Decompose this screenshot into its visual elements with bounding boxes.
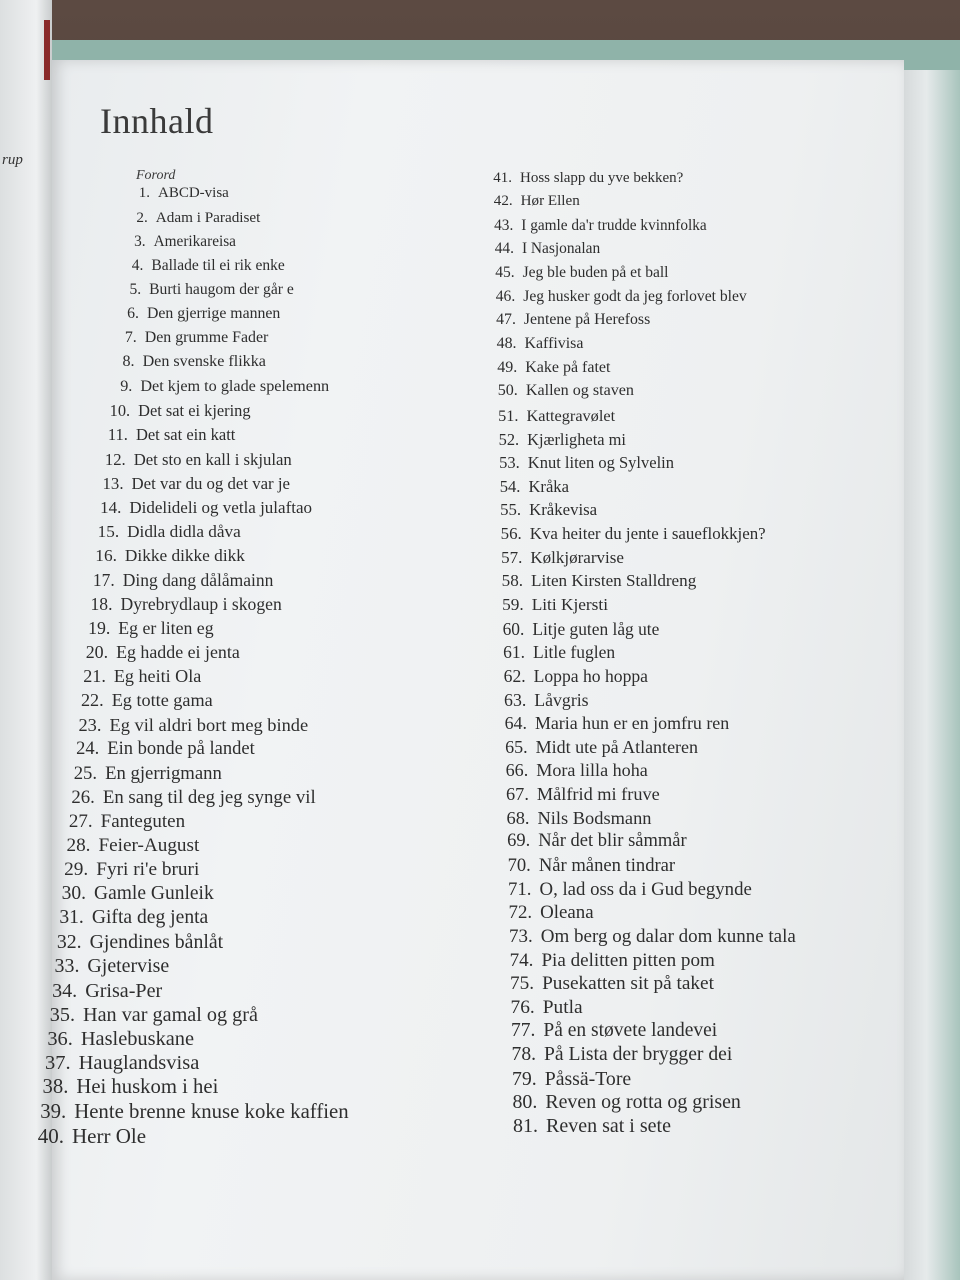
toc-entry-title: Pusekatten sit på taket [542, 973, 714, 995]
toc-entry-title: Reven og rotta og grisen [545, 1091, 741, 1114]
toc-entry [108, 329, 268, 347]
toc-entry-number: 17. [92, 569, 115, 590]
toc-entry-title: Når det blir såmmår [538, 831, 687, 852]
toc-entry-number: 31. [59, 907, 84, 929]
toc-entry [41, 980, 162, 1003]
toc-entry-title: Kattegravølet [526, 405, 616, 425]
toc-entry-number: 80. [512, 1091, 538, 1114]
toc-entry-number: 29. [64, 859, 89, 881]
toc-entry-title: Pia delitten pitten pom [541, 949, 715, 971]
toc-entry-title: Eg vil aldri bort meg binde [109, 714, 309, 735]
toc-entry-title: I gamle da'r trudde kvinnfolka [521, 216, 707, 234]
toc-entry-number: 65. [505, 736, 528, 757]
toc-entry [501, 1068, 631, 1091]
toc-entry-title: Didelideli og vetla julaftao [129, 497, 313, 517]
toc-entry-title: Mora lilla hoha [536, 760, 648, 781]
toc-entry-title: Kråka [528, 476, 569, 496]
toc-entry [495, 737, 698, 758]
toc-entry [58, 811, 185, 833]
toc-entry [486, 240, 600, 258]
toc-entry-title: Dyrebrydlaup i skogen [120, 594, 282, 615]
toc-entry-title: Kva heiter du jente i saueflokkjen? [529, 524, 766, 544]
toc-entry [488, 335, 583, 353]
toc-entry [497, 855, 675, 877]
toc-entry-number: 12. [104, 449, 126, 469]
toc-entry-number: 76. [510, 996, 535, 1018]
toc-entry-title: I Nasjonalan [521, 240, 601, 258]
toc-entry [490, 453, 674, 473]
toc-entry-title: En gjerrigmann [105, 762, 222, 784]
toc-entry-title: Det sat ei kjering [138, 401, 251, 421]
toc-entry-title: Amerikareisa [153, 232, 236, 250]
toc-entry [496, 760, 648, 781]
toc-entry [56, 835, 199, 857]
toc-entry-number: 70. [507, 854, 531, 876]
toc-entry [494, 642, 616, 663]
toc-entry-title: På en støvete landevei [543, 1020, 718, 1042]
toc-entry-title: Den grumme Fader [144, 329, 269, 347]
toc-entry-title: På Lista der brygger dei [544, 1044, 733, 1066]
toc-entry-number: 66. [505, 760, 529, 781]
toc-entry [491, 524, 765, 544]
toc-entry-number: 25. [73, 762, 98, 784]
toc-entry-title: O, lad oss da i Gud begynde [539, 878, 752, 900]
toc-entry-title: Den svenske flikka [142, 353, 266, 371]
toc-entry-title: Litje guten låg ute [532, 618, 660, 639]
toc-entry-title: Grisa-Per [85, 979, 163, 1002]
toc-entry-number: 13. [102, 473, 124, 493]
toc-entry-number: 33. [54, 955, 80, 978]
toc-entry-number: 55. [500, 500, 522, 520]
toc-entry-title: Gjendines bånlåt [89, 931, 224, 954]
toc-entry-number: 49. [497, 358, 518, 376]
toc-entry-number: 58. [501, 571, 524, 591]
toc-entry-title: Kake på fatet [525, 358, 611, 376]
toc-entry [500, 1020, 717, 1042]
toc-entry [488, 359, 610, 377]
toc-entry [496, 808, 651, 829]
toc-entry-number: 78. [511, 1044, 537, 1066]
toc-entry [36, 1028, 194, 1051]
toc-entry [499, 950, 715, 972]
toc-entry-number: 40. [37, 1124, 64, 1149]
toc-entry-title: Knut liten og Sylvelin [527, 453, 674, 473]
toc-entry [487, 264, 669, 282]
toc-entry-number: 61. [503, 642, 525, 663]
toc-entry-title: Kaffivisa [524, 334, 584, 352]
toc-entry [116, 257, 285, 275]
toc-entry [93, 474, 290, 494]
toc-entry-title: Loppa ho hoppa [533, 665, 648, 686]
toc-entry [61, 787, 316, 809]
toc-entry-number: 37. [44, 1051, 71, 1074]
toc-entry [44, 955, 170, 978]
toc-entry [98, 425, 235, 445]
toc-entry-number: 32. [56, 931, 82, 954]
toc-entry [485, 193, 579, 210]
toc-entry [488, 311, 651, 329]
toc-entry [46, 931, 223, 954]
toc-entry-number: 79. [511, 1067, 537, 1090]
toc-entry-title: Dikke dikke dikk [124, 545, 245, 565]
toc-entry [493, 595, 608, 615]
toc-entry-number: 34. [52, 979, 78, 1002]
toc-entry [501, 1044, 733, 1066]
toc-entry-title: Ding dang dålåmainn [122, 569, 274, 590]
toc-entry-title: Kølkjørarvise [530, 547, 624, 567]
toc-entry [68, 715, 308, 736]
toc-entry-number: 67. [506, 784, 529, 805]
toc-entry [496, 784, 660, 805]
toc-entry [78, 618, 213, 639]
toc-entry [76, 642, 240, 663]
toc-entry [73, 666, 201, 687]
toc-entry [494, 666, 648, 687]
toc-entry [111, 305, 281, 323]
toc-entry-title: Hør Ellen [520, 193, 580, 210]
preface-entry: Forord [136, 168, 176, 183]
toc-entry [497, 831, 687, 852]
toc-entry-number: 24. [76, 738, 100, 759]
toc-entry-number: 50. [497, 382, 518, 400]
page-stack-edge [904, 70, 960, 1280]
toc-entry-title: Gifta deg jenta [91, 907, 209, 929]
toc-entry-title: Hoss slapp du yve bekken? [520, 169, 684, 186]
toc-entry [88, 522, 240, 542]
toc-entry-number: 22. [80, 690, 104, 711]
toc-entry-number: 28. [66, 834, 91, 856]
toc-entry [502, 1115, 671, 1138]
toc-entry [63, 763, 221, 785]
toc-entry-number: 20. [85, 642, 109, 663]
toc-entry-title: Det var du og det var je [131, 473, 290, 493]
toc-entry-title: Hei huskom i hei [76, 1075, 219, 1098]
toc-entry [113, 281, 294, 299]
toc-entry [121, 209, 261, 227]
toc-entry-title: Kjærligheta mi [527, 429, 626, 449]
toc-entry [26, 1124, 146, 1149]
toc-entry-number: 2. [136, 208, 148, 226]
toc-entry-number: 74. [509, 949, 534, 971]
toc-entry [51, 883, 214, 905]
toc-entry [91, 498, 312, 518]
toc-entry-number: 38. [42, 1075, 69, 1098]
toc-entry-number: 39. [40, 1100, 67, 1123]
toc-entry-title: Eg heiti Ola [113, 666, 202, 687]
toc-entry-title: Hauglandsvisa [78, 1051, 200, 1074]
toc-entry-title: Målfrid mi fruve [536, 784, 660, 805]
spine-ribbon [44, 20, 50, 80]
toc-entry-number: 44. [494, 240, 514, 258]
toc-entry-number: 68. [506, 807, 530, 828]
toc-entry-title: Maria hun er en jomfru ren [534, 713, 730, 734]
toc-entry [49, 907, 209, 929]
toc-entry-title: Haslebuskane [80, 1027, 195, 1050]
toc-entry-title: Han var gamal og grå [83, 1003, 258, 1026]
toc-entry-number: 16. [95, 545, 117, 565]
toc-entry-title: Liti Kjersti [531, 594, 609, 614]
toc-entry [502, 1091, 741, 1114]
toc-entry-number: 77. [511, 1020, 536, 1042]
toc-entry-title: Kråkevisa [529, 500, 598, 520]
toc-entry-number: 51. [498, 405, 519, 425]
toc-entry-number: 54. [499, 476, 521, 496]
toc-entry-number: 47. [496, 311, 516, 329]
toc-entry-number: 8. [122, 353, 135, 371]
left-page-text-fragment: rup [2, 152, 23, 168]
toc-entry-title: Midt ute på Atlanteren [535, 736, 699, 757]
toc-entry [103, 377, 329, 396]
toc-entry-number: 59. [502, 594, 524, 614]
toc-entry-title: Jentene på Herefoss [523, 311, 651, 329]
toc-entry-title: Når månen tindrar [538, 854, 676, 876]
toc-entry [498, 879, 752, 901]
toc-entry-title: Adam i Paradiset [155, 208, 261, 226]
toc-entry [118, 233, 236, 251]
toc-entry-title: Burti haugom der går e [149, 280, 294, 298]
toc-entry-title: Den gjerrige mannen [146, 304, 281, 322]
toc-entry-number: 62. [503, 665, 526, 686]
toc-entry-number: 18. [90, 594, 113, 615]
toc-entry-title: Putla [542, 996, 583, 1018]
toc-entry-title: Om berg og dalar dom kunne tala [540, 925, 796, 947]
toc-entry [486, 217, 707, 235]
toc-entry-title: Eg hadde ei jenta [116, 642, 240, 663]
toc-entry-title: Låvgris [534, 689, 589, 710]
toc-entry-title: Liten Kirsten Stalldreng [531, 571, 697, 591]
toc-entry [96, 450, 292, 470]
toc-entry-title: Feier-August [98, 834, 200, 856]
toc-entry-title: Litle fuglen [533, 642, 616, 663]
toc-entry-number: 63. [504, 689, 527, 710]
toc-entry-number: 21. [83, 666, 106, 687]
toc-entry-title: Fanteguten [100, 810, 186, 832]
toc-entry-title: Det sto en kall i skjulan [133, 449, 292, 469]
toc-entry [54, 859, 200, 881]
toc-entry [29, 1100, 349, 1124]
toc-entry-title: Det kjem to glade spelemenn [140, 377, 330, 396]
toc-entry-number: 7. [124, 329, 137, 347]
toc-entry-title: Nils Bodsmann [537, 807, 652, 828]
toc-entry [491, 477, 569, 497]
toc-entry-number: 1. [138, 184, 150, 201]
toc-entry-number: 26. [71, 786, 95, 808]
toc-entry-number: 69. [507, 831, 531, 852]
toc-entry-title: Reven sat i sete [546, 1115, 671, 1137]
toc-entry-title: En sang til deg jeg synge vil [102, 786, 316, 808]
toc-entry [31, 1076, 218, 1099]
toc-entry-number: 9. [120, 377, 133, 396]
toc-entry [106, 353, 266, 371]
toc-entry-number: 23. [78, 714, 102, 735]
toc-entry-title: ABCD-visa [158, 184, 229, 201]
toc-entry-title: Jeg husker godt da jeg forlovet blev [523, 287, 747, 305]
toc-entry [500, 997, 583, 1019]
toc-entry [86, 546, 245, 566]
toc-entry-number: 19. [88, 618, 111, 639]
toc-entry [34, 1052, 200, 1075]
toc-entry [489, 406, 615, 426]
toc-entry-title: Eg er liten eg [118, 618, 214, 639]
toc-entry-number: 71. [508, 878, 532, 900]
toc-entry-title: Eg totte gama [111, 690, 213, 711]
toc-entry [492, 571, 696, 591]
toc-entry [499, 973, 714, 995]
toc-entry-number: 57. [501, 547, 523, 567]
toc-entry [39, 1004, 258, 1027]
page-title: Innhald [100, 101, 214, 141]
toc-entry [495, 713, 729, 734]
toc-entry [494, 690, 588, 711]
toc-entry-number: 42. [493, 193, 513, 210]
toc-entry-number: 35. [49, 1003, 76, 1026]
toc-entry-number: 72. [508, 902, 533, 924]
toc-entry [123, 185, 229, 202]
toc-entry-number: 27. [68, 810, 93, 832]
toc-entry [489, 382, 634, 400]
toc-entry [487, 288, 747, 306]
toc-entry-number: 15. [97, 521, 120, 541]
toc-entry [81, 594, 282, 615]
toc-entry-number: 43. [494, 216, 514, 234]
toc-entry-number: 30. [61, 883, 87, 905]
toc-entry-title: Herr Ole [71, 1124, 147, 1149]
toc-entry [66, 739, 255, 760]
toc-entry-title: Jeg ble buden på et ball [522, 264, 669, 282]
toc-entry-number: 45. [495, 264, 515, 282]
toc-entry-number: 36. [47, 1027, 73, 1050]
toc-entry [485, 170, 683, 187]
toc-entry-title: Gamle Gunleik [94, 883, 214, 905]
toc-entry-number: 4. [131, 256, 144, 274]
toc-entry-number: 73. [509, 925, 533, 947]
toc-entry-number: 56. [500, 524, 522, 544]
toc-entry-number: 81. [513, 1115, 538, 1137]
toc-entry [490, 430, 626, 450]
toc-entry-number: 53. [499, 453, 520, 473]
toc-entry-title: Ballade til ei rik enke [151, 256, 285, 274]
toc-entry-title: Didla didla dåva [127, 521, 241, 541]
toc-entry-title: Gjetervise [87, 955, 170, 978]
toc-entry-number: 48. [496, 334, 517, 352]
toc-entry-number: 3. [134, 232, 146, 250]
toc-entry-number: 14. [100, 497, 122, 517]
toc-entry-number: 64. [504, 713, 527, 734]
toc-entry-title: Påssä-Tore [544, 1067, 632, 1090]
toc-entry-title: Hente brenne knuse koke kaffien [74, 1100, 349, 1123]
toc-entry-title: Det sat ein katt [135, 425, 236, 445]
toc-entry [499, 926, 796, 948]
toc-entry-title: Oleana [540, 902, 594, 924]
toc-entry-number: 11. [107, 425, 128, 445]
toc-entry-number: 5. [129, 280, 142, 298]
toc-entry-title: Ein bonde på landet [107, 738, 255, 759]
toc-entry [493, 619, 659, 640]
toc-entry [492, 548, 624, 568]
toc-entry [498, 902, 593, 924]
toc-entry-title: Fyri ri'e bruri [96, 859, 200, 881]
toc-entry-number: 75. [509, 973, 535, 995]
toc-entry-number: 10. [109, 401, 131, 421]
toc-entry [83, 570, 273, 591]
toc-entry-number: 60. [502, 618, 525, 639]
toc-entry-number: 52. [498, 429, 520, 449]
toc-entry [491, 500, 597, 520]
toc-entry [71, 690, 213, 711]
toc-entry-number: 41. [493, 169, 512, 186]
toc-entry-number: 6. [127, 304, 139, 322]
toc-entry-title: Kallen og staven [525, 382, 634, 400]
toc-entry [101, 401, 251, 421]
toc-entry-number: 46. [495, 287, 516, 305]
